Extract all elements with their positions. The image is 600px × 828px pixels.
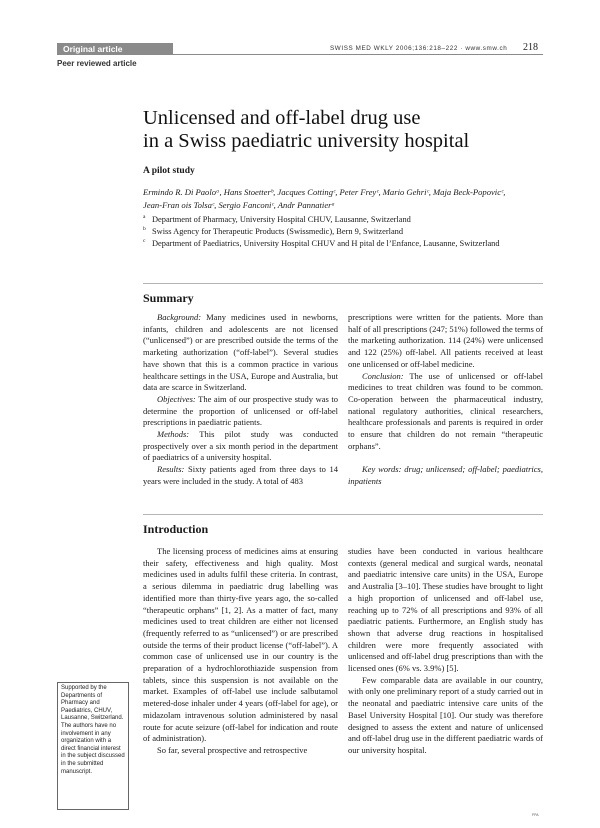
introduction-heading: Introduction xyxy=(143,522,209,536)
keywords xyxy=(348,464,543,487)
affiliation-a xyxy=(143,214,543,226)
page-number: 218 xyxy=(523,42,538,53)
conclusion-label: Conclusion: xyxy=(362,370,404,381)
intro-paragraph-2: So far, several prospective and retrospective xyxy=(157,744,308,755)
conclusion-text: The use of unlicensed or off-label medicines to treat children was found to be common. Co-operation between the pharmaceutical industry, national regulatory authorities, clinical researchers, healthcare professionals and parents is required in order to ensure that children do not remain “therapeutic orphans”. xyxy=(348,370,543,451)
peer-reviewed-label: Peer reviewed article xyxy=(57,59,137,68)
authors-line-1: Ermindo R. Di Paoloᵃ, Hans Stoetterᵇ, Jacques Cottingᶜ, Peter Freyᶜ, Mario Gehriᶜ, Maja Beck-Popovicᶜ, xyxy=(143,187,506,197)
affiliation-marker: a xyxy=(143,214,146,220)
affiliation-marker: b xyxy=(143,225,146,232)
affiliation-text: Swiss Agency for Therapeutic Products (Swissmedic), Bern 9, Switzerland xyxy=(152,226,404,236)
article-subtitle: A pilot study xyxy=(143,166,195,176)
footer-mark: FPA xyxy=(532,813,539,817)
results-text: Sixty patients aged from three days to 14 years were included in the study. A total of 483 xyxy=(143,464,338,486)
intro-left-column xyxy=(143,546,338,757)
intro-paragraph-3: studies have been conducted in various healthcare contexts (general medical and surgical wards, neonatal and paediatric intensive care units) in the USA, Europe and Australia [3–10]. These studies have brought to light a high proportion of unlicensed and off-label use, reaching up to 72% of all prescriptions and 93% of all paediatric patients. Furthermore, an English study has shown that adverse drug reactions in hospitalised children were more frequently associated with unlicensed and off-label drug prescriptions than with the licensed ones (6% vs. 3.9%) [5]. xyxy=(348,546,543,674)
summary-methods xyxy=(143,429,338,464)
background-label: Background: xyxy=(157,312,202,322)
funding-sidebox xyxy=(57,682,129,810)
title-line-2: in a Swiss paediatric university hospital xyxy=(143,130,470,152)
keywords-text: Key words: drug; unlicensed; off-label; paediatrics, inpatients xyxy=(348,464,543,487)
header-rule xyxy=(173,54,543,55)
summary-background xyxy=(143,312,338,394)
results-label: Results: xyxy=(157,464,185,475)
summary-rule xyxy=(143,283,543,284)
author-list xyxy=(143,186,548,212)
journal-citation: SWISS MED WKLY 2006;136:218–222 · www.smw.ch xyxy=(330,45,508,52)
methods-text: This pilot study was conducted prospectively over a six month period in the department of paediatrics of a university hospital. xyxy=(143,429,338,463)
introduction-rule xyxy=(143,514,543,515)
objectives-label: Objectives: xyxy=(157,393,196,404)
affiliation-c xyxy=(143,238,543,250)
summary-left-column xyxy=(143,312,338,488)
summary-conclusion xyxy=(348,371,543,453)
summary-results-continued: prescriptions were written for the patients. More than half of all prescriptions (247; 51%) followed the terms of the marketing authorization. 114 (24%) were unlicensed and 122 (25%) off-label. All patients received at least one unlicensed or off-label medicine. xyxy=(348,312,543,369)
summary-results xyxy=(143,464,338,487)
methods-label: Methods: xyxy=(157,429,190,440)
affiliation-text: Department of Paediatrics, University Hospital CHUV and H pital de l’Enfance, Lausanne, Switzerland xyxy=(152,238,500,248)
section-label-bar xyxy=(57,43,173,55)
objectives-text: The aim of our prospective study was to determine the proportion of unlicensed or off-label prescriptions in paediatric patients. xyxy=(143,393,338,428)
affiliation-b xyxy=(143,226,543,238)
background-text: Many medicines used in newborns, infants, children and adolescents are not licensed (“unlicensed”) or are prescribed outside the terms of the marketing authorization (“off-label”). Several studies have shown that this is a common practice in various healthcare settings in the USA, Europe and Australia, but data are scarce in Switzerland. xyxy=(143,312,338,393)
title-line-1: Unlicensed and off-label drug use xyxy=(143,107,421,129)
section-label: Original article xyxy=(63,44,123,54)
summary-right-column xyxy=(348,312,543,488)
intro-right-column xyxy=(348,546,543,757)
funding-text: Supported by the Departments of Pharmacy and Paediatrics, CHUV, Lausanne, Switzerland. The authors have no involvement in any organization with a direct financial interest in the subject discussed in the submitted manuscript. xyxy=(61,685,125,775)
affiliations xyxy=(143,214,543,249)
affiliation-text: Department of Pharmacy, University Hospital CHUV, Lausanne, Switzerland xyxy=(152,215,411,224)
summary-heading: Summary xyxy=(143,291,194,305)
intro-paragraph-1: The licensing process of medicines aims at ensuring their safety, effectiveness and high quality. Most medicines used in adults fulfil these criteria. In contrast, a serious dilemma in paediatric drug labelling was identified more than thirty-five years ago, the so-called “therapeutic orphans” [1, 2]. As a matter of fact, many medicines used to treat children are either not licensed (frequently referred to as “unlicensed”) or are prescribed outside the terms of their product license (“off-label”). A common case of unlicensed use in our country is the preparation of a hydrochlorothiazide suspension from tablets, since this suspension is not available on the market. Examples of off-label use include salbutamol metered-dose inhaler under 4 years (off-label for age), or midazolam intravenous solution administered by nasal route for acute seizure (off-label for indication and route of administration). xyxy=(143,546,338,744)
intro-paragraph-4: Few comparable data are available in our country, with only one preliminary report of a study carried out in the neonatal and paediatric intensive care units of the Basel University Hospital [10]. Our study was therefore designed to assess the extent and nature of unlicensed and off-label drug use in the different paediatric wards of our university hospital. xyxy=(348,674,543,755)
affiliation-marker: c xyxy=(143,237,146,244)
authors-line-2: Jean-Fran ois Tolsaᶜ, Sergio Fanconiᶜ, Andr Pannatierᵃ xyxy=(143,200,335,210)
article-title xyxy=(143,107,543,153)
summary-objectives xyxy=(143,394,338,429)
